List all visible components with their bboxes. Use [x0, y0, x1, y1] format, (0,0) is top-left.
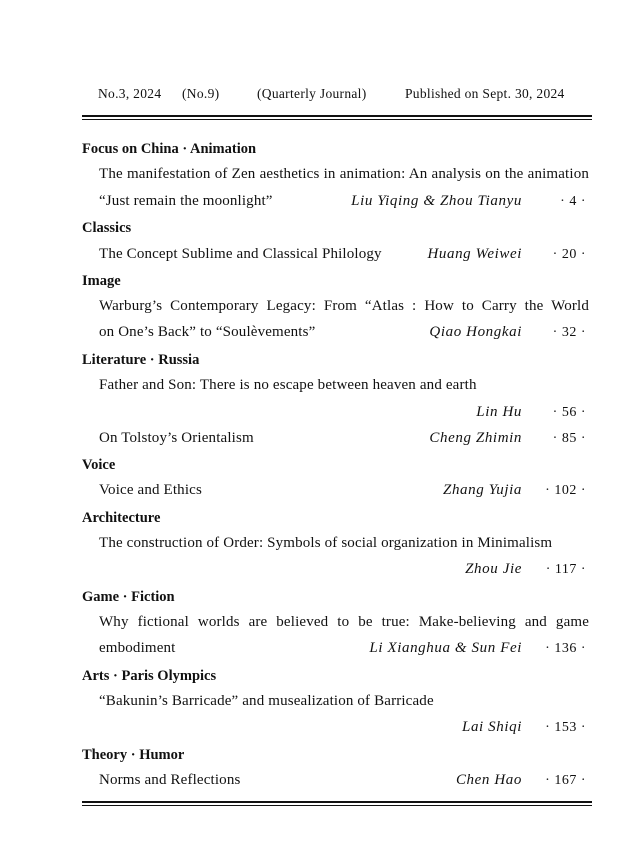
section-title: Classics — [82, 220, 132, 236]
article-title-line[interactable]: Warburg’s Contemporary Legacy: From “Atlas : How to Carry the World — [99, 298, 589, 314]
article-author: Liu Yiqing & Zhou Tianyu — [351, 193, 522, 209]
page-number: · 153 · — [545, 720, 586, 735]
footer-divider — [82, 801, 592, 806]
article-author: Zhou Jie — [465, 561, 522, 577]
article-title-line[interactable]: on One’s Back” to “Soulèvements” — [99, 324, 316, 340]
section-title: Theory · Humor — [82, 747, 185, 763]
page-number: · 136 · — [545, 641, 586, 656]
section-title: Literature · Russia — [82, 352, 200, 368]
article-author: Lin Hu — [476, 404, 522, 420]
article-author: Zhang Yujia — [443, 482, 522, 498]
section-title: Game · Fiction — [82, 589, 175, 605]
issue-number: (No.9) — [182, 86, 220, 101]
section-title: Voice — [82, 457, 116, 473]
page-number: · 32 · — [552, 325, 586, 340]
issue-label: No.3, 2024 — [98, 86, 162, 101]
article-author: Lai Shiqi — [462, 719, 522, 735]
page-number: · 117 · — [545, 562, 586, 577]
article-title-line[interactable]: The construction of Order: Symbols of social organization in Minimalism — [99, 535, 553, 551]
article-author: Chen Hao — [455, 772, 522, 788]
journal-header — [82, 86, 592, 106]
header-divider — [82, 115, 592, 120]
section-title: Arts · Paris Olympics — [82, 668, 217, 684]
article-author: Cheng Zhimin — [429, 430, 522, 446]
article-title-line[interactable]: The Concept Sublime and Classical Philology — [99, 246, 382, 262]
article-title-line[interactable]: Father and Son: There is no escape between heaven and earth — [99, 377, 477, 393]
article-title-line[interactable]: On Tolstoy’s Orientalism — [99, 430, 254, 446]
page-number: · 4 · — [560, 194, 586, 209]
article-author: Li Xianghua & Sun Fei — [369, 640, 522, 656]
section-title: Focus on China · Animation — [82, 141, 257, 157]
section-title: Architecture — [82, 510, 161, 526]
article-title-line[interactable]: Voice and Ethics — [99, 482, 202, 498]
article-title-line[interactable]: Norms and Reflections — [99, 772, 241, 788]
page-number: · 20 · — [552, 247, 586, 262]
article-title-line[interactable]: Why fictional worlds are believed to be true: Make-believing and game — [99, 614, 589, 630]
page-number: · 85 · — [552, 431, 586, 446]
article-author: Huang Weiwei — [427, 246, 522, 262]
article-author: Qiao Hongkai — [429, 324, 522, 340]
journal-type: (Quarterly Journal) — [257, 86, 367, 101]
publish-date: Published on Sept. 30, 2024 — [405, 86, 565, 101]
article-title-line[interactable]: “Just remain the moonlight” — [99, 193, 273, 209]
page-number: · 56 · — [552, 405, 586, 420]
page-number: · 167 · — [545, 773, 586, 788]
section-title: Image — [82, 273, 121, 289]
article-title-line[interactable]: “Bakunin’s Barricade” and musealization of Barricade — [99, 693, 434, 709]
article-title-line[interactable]: embodiment — [99, 640, 176, 656]
article-title-line[interactable]: The manifestation of Zen aesthetics in animation: An analysis on the animation — [99, 166, 589, 182]
page-number: · 102 · — [545, 483, 586, 498]
